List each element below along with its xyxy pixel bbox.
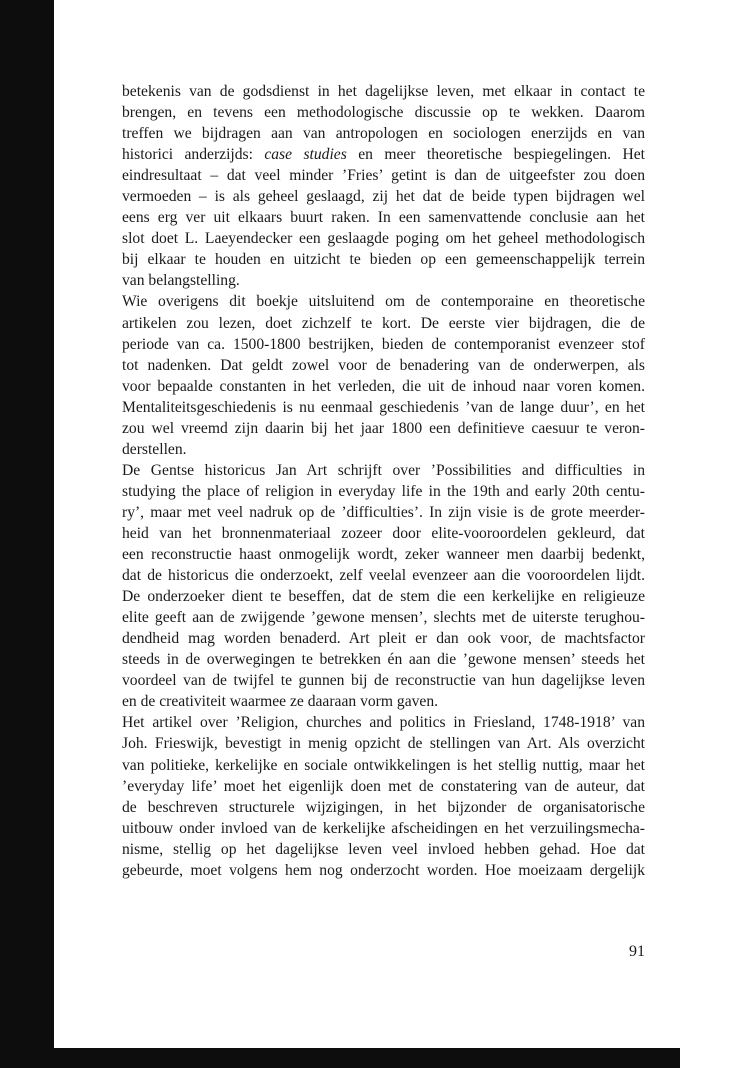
text-line: dat de historicus die onderzoekt, zelf veelal evenzeer aan die vooroordelen lijdt.: [122, 567, 645, 585]
text-line: nisme, stellig op het dagelijkse leven veel invloed hebben gehad. Hoe dat: [122, 840, 645, 858]
text-line: brengen, en tevens een methodologische discussie op te wekken. Daarom: [122, 104, 645, 122]
text-line: heid van het bronnenmateriaal zozeer door elite-vooroordelen gekleurd, dat: [122, 524, 645, 542]
emphasis-text: case studies: [264, 146, 347, 164]
text-line: Wie overigens dit boekje uitsluitend om de contemporaine en theoretische: [122, 293, 645, 311]
text-line: van politieke, kerkelijke en sociale ontwikkelingen is het stellig nuttig, maar het: [122, 756, 645, 774]
text-line: eens erg ver uit elkaars buurt raken. In een samenvattende conclusie aan het: [122, 209, 645, 227]
paragraph: [122, 712, 645, 880]
text-line: uitbouw onder invloed van de kerkelijke afscheidingen en het verzuilingsmecha-: [122, 819, 645, 837]
paragraph: [122, 81, 645, 291]
text-line: slot doet L. Laeyendecker een geslaagde poging om het geheel methodologisch: [122, 230, 645, 248]
text-line: een reconstructie haast onmogelijk wordt, zeker wanneer men daarbij bedenkt,: [122, 546, 645, 564]
text-line: Mentaliteitsgeschiedenis is nu eenmaal geschiedenis ’van de lange duur’, en het: [122, 398, 645, 416]
text-line: voordeel van de twijfel te gunnen bij de reconstructie van hun dagelijkse leven: [122, 672, 645, 690]
paragraph: [122, 291, 645, 459]
text-line: derstellen.: [122, 440, 187, 458]
text-line: bij elkaar te houden en uitzicht te bieden op een gemeenschappelijk terrein: [122, 251, 645, 269]
text-line: steeds in de overwegingen te betrekken én aan die ’gewone mensen’ steeds het: [122, 651, 645, 669]
text-line: elite geeft aan de zwijgende ’gewone mensen’, slechts met de uiterste terughou-: [122, 609, 645, 627]
text-line: De Gentse historicus Jan Art schrijft over ’Possibilities and difficulties in: [122, 461, 645, 479]
scan-border-bottom: [54, 1048, 680, 1068]
text-line: van belangstelling.: [122, 272, 240, 290]
text-line: dendheid mag worden benaderd. Art pleit er dan ook voor, de machtsfactor: [122, 630, 645, 648]
text-line: de beschreven structurele wijzigingen, in het bijzonder de organisatorische: [122, 798, 645, 816]
page-number: 91: [629, 943, 645, 960]
text-line: studying the place of religion in everyday life in the 19th and early 20th centu-: [122, 482, 645, 500]
text-line: betekenis van de godsdienst in het dagelijkse leven, met elkaar in contact te: [122, 83, 645, 100]
text-line: voor bepaalde constanten in het verleden, die uit de inhoud naar voren komen.: [122, 377, 645, 395]
text-line: treffen we bijdragen aan van antropologen en sociologen enerzijds en van: [122, 125, 645, 143]
text-line: De onderzoeker dient te beseffen, dat de stem die een kerkelijke en religieuze: [122, 588, 645, 606]
text-line: en de creativiteit waarmee ze daaraan vorm gaven.: [122, 693, 439, 711]
text-line: ry’, maar met veel nadruk op de ’difficulties’. In zijn visie is de grote meerder-: [122, 503, 645, 521]
text-line: periode van ca. 1500-1800 bestrijken, bieden de contemporanist evenzeer stof: [122, 335, 645, 353]
text-line: ’everyday life’ moet het eigenlijk doen met de constatering van de auteur, dat: [122, 777, 645, 795]
body-text: [122, 81, 645, 881]
text-line: tot nadenken. Dat geldt zowel voor de benadering van de onderwerpen, als: [122, 356, 645, 374]
text-line: zou wel vreemd zijn daarin bij het jaar 1800 een definitieve caesuur te veron-: [122, 419, 645, 437]
text-line: eindresultaat – dat veel minder ’Fries’ getint is dan de uitgeefster zou doen: [122, 167, 645, 185]
text-line: Het artikel over ’Religion, churches and politics in Friesland, 1748-1918’ van: [122, 714, 645, 732]
text-line: historici anderzijds: case studies en meer theoretische bespiegelingen. Het: [122, 146, 645, 164]
paragraph: [122, 460, 645, 713]
text-line: vermoeden – is als geheel geslaagd, zij het dat de beide typen bijdragen wel: [122, 188, 645, 206]
text-line: Joh. Frieswijk, bevestigt in menig opzicht de stellingen van Art. Als overzicht: [122, 735, 645, 753]
text-line: gebeurde, moet volgens hem nog onderzocht worden. Hoe moeizaam dergelijk: [122, 861, 645, 879]
text-line: artikelen zou lezen, doet zichzelf te kort. De eerste vier bijdragen, die de: [122, 314, 645, 332]
scan-border-left: [0, 0, 54, 1068]
